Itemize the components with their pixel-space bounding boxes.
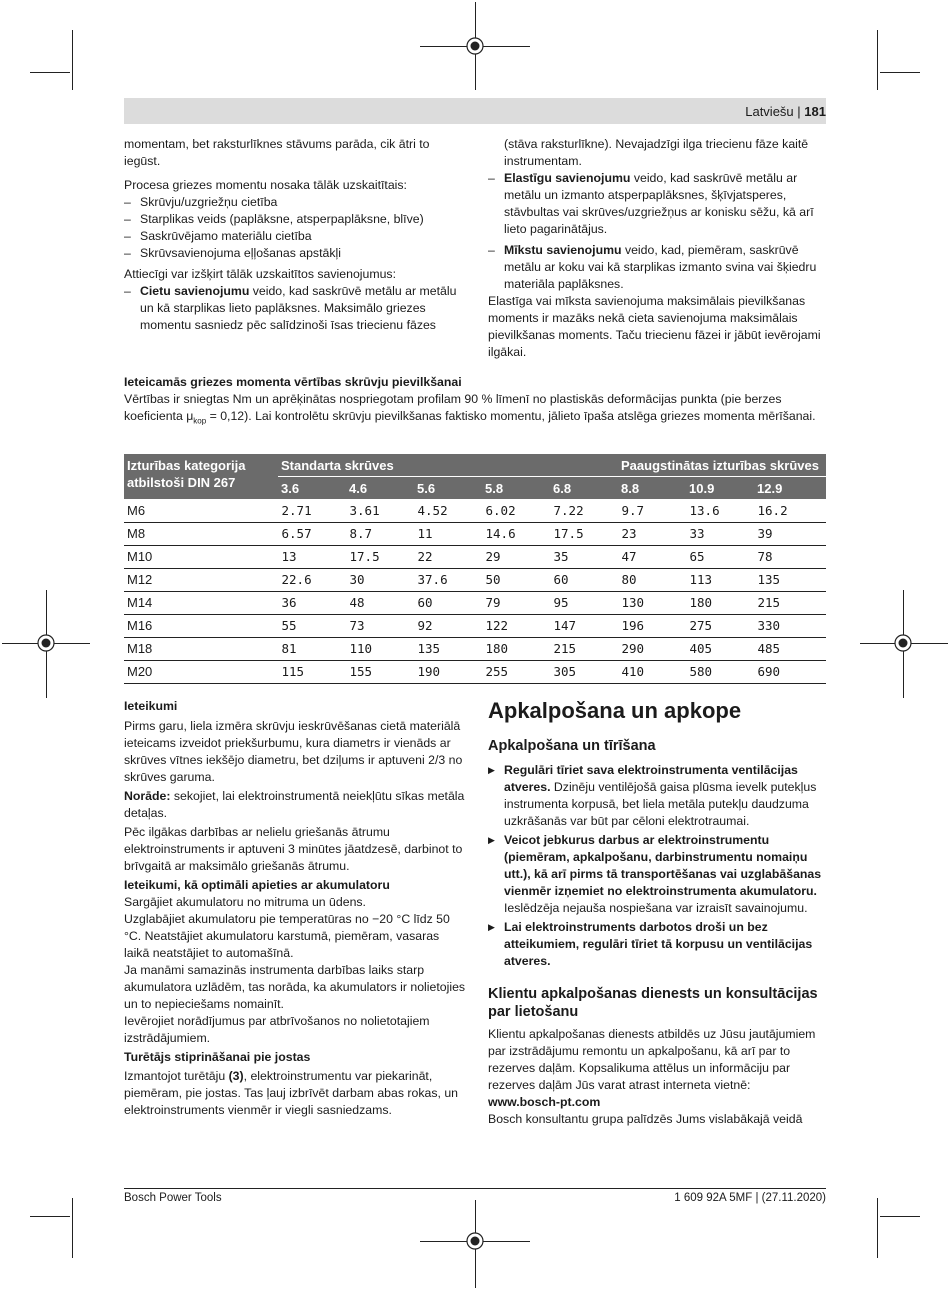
crop-mark: [30, 72, 70, 73]
crop-mark: [877, 30, 878, 90]
instruction-item: [488, 919, 826, 970]
torque-value: 190: [414, 660, 482, 683]
torque-value: 3.61: [346, 499, 414, 522]
right-column-bottom: [488, 698, 826, 1128]
paragraph: Ievērojiet norādījumus par atbrīvošanos no nolietotajiem izstrādājumiem.: [124, 1014, 430, 1045]
left-column-top: [124, 136, 466, 334]
website-link[interactable]: www.bosch-pt.com: [488, 1095, 601, 1109]
torque-value: 65: [686, 545, 754, 568]
footer-left: Bosch Power Tools: [124, 1192, 222, 1204]
row-size: M14: [124, 591, 278, 614]
header-language: Latviešu: [745, 104, 794, 119]
torque-value: 215: [550, 637, 618, 660]
list-item: – Skrūvju/uzgriežņu cietība: [124, 194, 466, 211]
table-row: [124, 522, 826, 545]
paragraph: (stāva raksturlīkne). Nevajadzīgi ilga triecienu fāze kaitē instrumentam.: [504, 137, 809, 168]
list-item: – Starplikas veids (paplāksne, atsperpaplāksne, blīve): [124, 211, 466, 228]
heading-battery: Ieteikumi, kā optimāli apieties ar akumulatoru: [124, 878, 390, 892]
torque-value: 17.5: [550, 522, 618, 545]
reference-number: (3): [228, 1069, 244, 1083]
torque-value: 6.02: [482, 499, 550, 522]
table-row: [124, 545, 826, 568]
registration-mark-icon: [465, 36, 485, 56]
torque-table: [124, 454, 826, 684]
torque-value: 60: [550, 568, 618, 591]
torque-value: 110: [346, 637, 414, 660]
page-header: [124, 98, 826, 124]
instruction-text: Dzinēju ventilējošā gaisa plūsma ievelk putekļus instrumenta korpusā, bet liela metāla putekļu daudzuma uzkrāšanās var būt par cēloni elektrotraumai.: [504, 780, 817, 828]
term: Elastīgu savienojumu: [504, 171, 631, 185]
text: , elektroinstrumentu var piekarināt, piemēram, pie jostas. Tas ļauj izbrīvēt darbam abas rokas, un elektroinstruments vienmēr ir viegli sasniedzams.: [124, 1069, 458, 1117]
crop-mark: [877, 1198, 878, 1258]
description-text: Vērtības ir sniegtas Nm un aprēķinātas nospriegotam profilam 90 % līmenī no plastiskās deformācijas punkta (pie berzes koeficienta μ: [124, 392, 782, 423]
torque-value: 485: [754, 637, 826, 660]
paragraph: Attiecīgi var izšķirt tālāk uzskaitītos savienojumus:: [124, 267, 396, 281]
grade-header: 5.6: [414, 477, 482, 500]
torque-value: 290: [618, 637, 686, 660]
note: [124, 788, 466, 822]
torque-value: 14.6: [482, 522, 550, 545]
torque-value: 180: [482, 637, 550, 660]
torque-value: 6.57: [278, 522, 346, 545]
torque-value: 113: [686, 568, 754, 591]
description-text: = 0,12). Lai kontrolētu skrūvju pievilkšanas faktisko momentu, jālieto īpaša atslēga griezes momenta mērīšanai.: [206, 409, 816, 423]
torque-value: 80: [618, 568, 686, 591]
torque-value: 11: [414, 522, 482, 545]
instruction-bold: Regulāri tīriet sava elektroinstrumenta ventilācijas atveres.: [504, 763, 798, 794]
grade-header: 6.8: [550, 477, 618, 500]
term: Cietu savienojumu: [140, 284, 250, 298]
instruction-text: Ieslēdzēja nejauša nospiešana var izraisīt savainojumu.: [504, 901, 808, 915]
row-size: M18: [124, 637, 278, 660]
row-size: M10: [124, 545, 278, 568]
text: Izmantojot turētāju: [124, 1069, 229, 1083]
torque-value: 147: [550, 614, 618, 637]
torque-value: 33: [686, 522, 754, 545]
instruction-bold: Lai elektroinstruments darbotos droši un bez atteikumiem, regulāri tīriet tā korpusu un ventilācijas atveres.: [504, 920, 813, 968]
torque-value: 92: [414, 614, 482, 637]
torque-value: 2.71: [278, 499, 346, 522]
torque-value: 35: [550, 545, 618, 568]
torque-value: 4.52: [414, 499, 482, 522]
list-item: – Skrūvsavienojuma eļļošanas apstākļi: [124, 245, 466, 262]
paragraph: Pirms garu, liela izmēra skrūvju ieskrūvēšanas cietā materiālā ieteicams izveidot priekšurbumu, kura diametrs ir vienāds ar skrūves vītnes iekšējo diametru, bet dziļums ir aptuveni 2/3 no skrūves garuma.: [124, 719, 463, 784]
table-row: [124, 637, 826, 660]
torque-value: 47: [618, 545, 686, 568]
torque-value: 13.6: [686, 499, 754, 522]
paragraph: Elastīga vai mīksta savienojuma maksimālais pievilkšanas moments ir mazāks nekā cieta savienojuma maksimālais pievilkšanas moments. Taču triecienu fāzei ir jābūt ievērojami ilgākai.: [488, 294, 821, 359]
torque-table-body: [124, 499, 826, 683]
grade-header: 4.6: [346, 477, 414, 500]
footer-rule: [124, 1188, 826, 1189]
left-column-bottom: [124, 698, 466, 1119]
list-item-soft-joint: [488, 242, 826, 293]
table-row: [124, 614, 826, 637]
torque-value: 73: [346, 614, 414, 637]
instruction-item: [488, 762, 826, 830]
torque-section: [124, 374, 826, 429]
torque-value: 7.22: [550, 499, 618, 522]
torque-value: 79: [482, 591, 550, 614]
heading-customer-service: Klientu apkalpošanas dienests un konsultācijas par lietošanu: [488, 986, 818, 1020]
crop-mark: [30, 1216, 70, 1217]
torque-value: 39: [754, 522, 826, 545]
torque-value: 36: [278, 591, 346, 614]
torque-value: 196: [618, 614, 686, 637]
torque-value: 13: [278, 545, 346, 568]
torque-value: 55: [278, 614, 346, 637]
right-column-top: [488, 136, 826, 361]
torque-value: 29: [482, 545, 550, 568]
table-row: [124, 568, 826, 591]
heading-tips: Ieteikumi: [124, 699, 178, 713]
crop-mark: [880, 72, 920, 73]
list-item-elastic-joint: [488, 170, 826, 238]
term-description: veido, kad saskrūvē metālu ar metālu un izmanto atsperpaplāksnes, šķīvjatsperes, stāvbultas vai skrūves/uzgriežņus ar konisku sēžu, kā arī lieto pagarinātājus.: [504, 171, 814, 236]
crop-mark: [72, 30, 73, 90]
header-label: [745, 103, 826, 120]
torque-value: 22.6: [278, 568, 346, 591]
torque-value: 9.7: [618, 499, 686, 522]
paragraph: Uzglabājiet akumulatoru pie temperatūras no −20 °C līdz 50 °C. Neatstājiet akumulatoru karstumā, piemēram, vasaras laikā neatstājiet to automašīnā.: [124, 912, 450, 960]
registration-mark-icon: [465, 1231, 485, 1251]
crop-mark: [880, 1216, 920, 1217]
note-label: Norāde:: [124, 789, 171, 803]
torque-value: 330: [754, 614, 826, 637]
paragraph: Sargājiet akumulatoru no mitruma un ūdens.: [124, 895, 366, 909]
torque-value: 135: [754, 568, 826, 591]
torque-value: 255: [482, 660, 550, 683]
term-description: veido, kad, piemēram, saskrūvē metālu ar koku vai kā starplikas izmanto svina vai šķiedru materiāla paplāksnes.: [504, 243, 817, 291]
torque-value: 81: [278, 637, 346, 660]
instruction-bold: Veicot jebkurus darbus ar elektroinstrumentu (piemēram, apkalpošanu, darbinstrumentu nomaiņu utt.), kā arī pirms tā transportēšanas vai uzglabāšanas vienmēr izņemiet no elektroinstrumenta akumulatoru.: [504, 833, 822, 898]
registration-mark-icon: [893, 633, 913, 653]
torque-value: 60: [414, 591, 482, 614]
paragraph: Bosch konsultantu grupa palīdzēs Jums vislabākajā veidā: [488, 1112, 803, 1126]
heading-belt-clip: Turētājs stiprināšanai pie jostas: [124, 1050, 311, 1064]
paragraph: [124, 1068, 466, 1119]
row-size: M6: [124, 499, 278, 522]
torque-value: 48: [346, 591, 414, 614]
section-description: [124, 391, 826, 429]
term: Mīkstu savienojumu: [504, 243, 622, 257]
torque-value: 78: [754, 545, 826, 568]
factor-list: [124, 194, 466, 262]
torque-value: 8.7: [346, 522, 414, 545]
torque-value: 305: [550, 660, 618, 683]
grade-header: 10.9: [686, 477, 754, 500]
table-row: [124, 499, 826, 522]
term-description: veido, kad saskrūvē metālu ar metālu un kā starplikas lieto paplāksnes. Maksimālo griezes momentu sasniedz pēc salīdzinoši īsas triecienu fāzes: [140, 284, 457, 332]
torque-value: 130: [618, 591, 686, 614]
grade-header: 8.8: [618, 477, 686, 500]
heading-cleaning: Apkalpošana un tīrīšana: [488, 738, 656, 754]
torque-value: 30: [346, 568, 414, 591]
torque-value: 22: [414, 545, 482, 568]
row-size: M8: [124, 522, 278, 545]
registration-mark-icon: [36, 633, 56, 653]
torque-value: 690: [754, 660, 826, 683]
torque-value: 580: [686, 660, 754, 683]
list-item-hard-joint: [124, 283, 466, 334]
torque-value: 275: [686, 614, 754, 637]
group-header-high-strength: Paaugstinātas izturības skrūves: [618, 454, 826, 477]
group-header-standard: Standarta skrūves: [278, 454, 618, 477]
torque-value: 410: [618, 660, 686, 683]
grade-header: 5.8: [482, 477, 550, 500]
list-item: – Saskrūvējamo materiālu cietība: [124, 228, 466, 245]
row-size: M12: [124, 568, 278, 591]
footer-right: 1 609 92A 5MF | (27.11.2020): [674, 1192, 826, 1204]
torque-value: 37.6: [414, 568, 482, 591]
torque-value: 17.5: [346, 545, 414, 568]
torque-value: 135: [414, 637, 482, 660]
heading-maintenance: Apkalpošana un apkope: [488, 698, 742, 723]
header-separator: |: [797, 104, 801, 119]
crop-mark: [72, 1198, 73, 1258]
subscript: kop: [193, 416, 207, 426]
note-text: sekojiet, lai elektroinstrumentā neiekļūtu sīkas metāla detaļas.: [124, 789, 465, 820]
page-number: 181: [804, 104, 826, 119]
row-size: M16: [124, 614, 278, 637]
torque-value: 16.2: [754, 499, 826, 522]
paragraph: Klientu apkalpošanas dienests atbildēs uz Jūsu jautājumiem par izstrādājumu remontu un apkalpošanu, kā arī par to rezerves daļām. Kopsalikuma attēlus un informāciju par rezerves daļām Jūs varat atrast interneta vietnē:: [488, 1027, 816, 1092]
grade-header: 3.6: [278, 477, 346, 500]
torque-value: 180: [686, 591, 754, 614]
torque-value: 122: [482, 614, 550, 637]
table-row: [124, 660, 826, 683]
paragraph: Procesa griezes momentu nosaka tālāk uzskaitītais:: [124, 178, 407, 192]
torque-value: 95: [550, 591, 618, 614]
table-row: [124, 591, 826, 614]
torque-value: 23: [618, 522, 686, 545]
column-header-class: Izturības kategorija atbilstoši DIN 267: [124, 454, 278, 499]
torque-value: 50: [482, 568, 550, 591]
instruction-item: [488, 832, 826, 917]
torque-value: 405: [686, 637, 754, 660]
paragraph: Ja manāmi samazinās instrumenta darbības laiks starp akumulatora uzlādēm, tas norāda, ka akumulators ir nolietojies un to nepieciešams nomainīt.: [124, 963, 466, 1011]
paragraph: momentam, bet raksturlīknes stāvums parāda, cik ātri to iegūst.: [124, 137, 430, 168]
row-size: M20: [124, 660, 278, 683]
grade-header: 12.9: [754, 477, 826, 500]
torque-value: 215: [754, 591, 826, 614]
torque-value: 115: [278, 660, 346, 683]
torque-value: 155: [346, 660, 414, 683]
paragraph: Pēc ilgākas darbības ar nelielu griešanās ātrumu elektroinstruments ir aptuveni 3 minūtes jāatdzesē, darbinot to brīvgaitā ar maksimālo griešanās ātrumu.: [124, 825, 463, 873]
section-title: Ieteicamās griezes momenta vērtības skrūvju pievilkšanai: [124, 375, 462, 389]
